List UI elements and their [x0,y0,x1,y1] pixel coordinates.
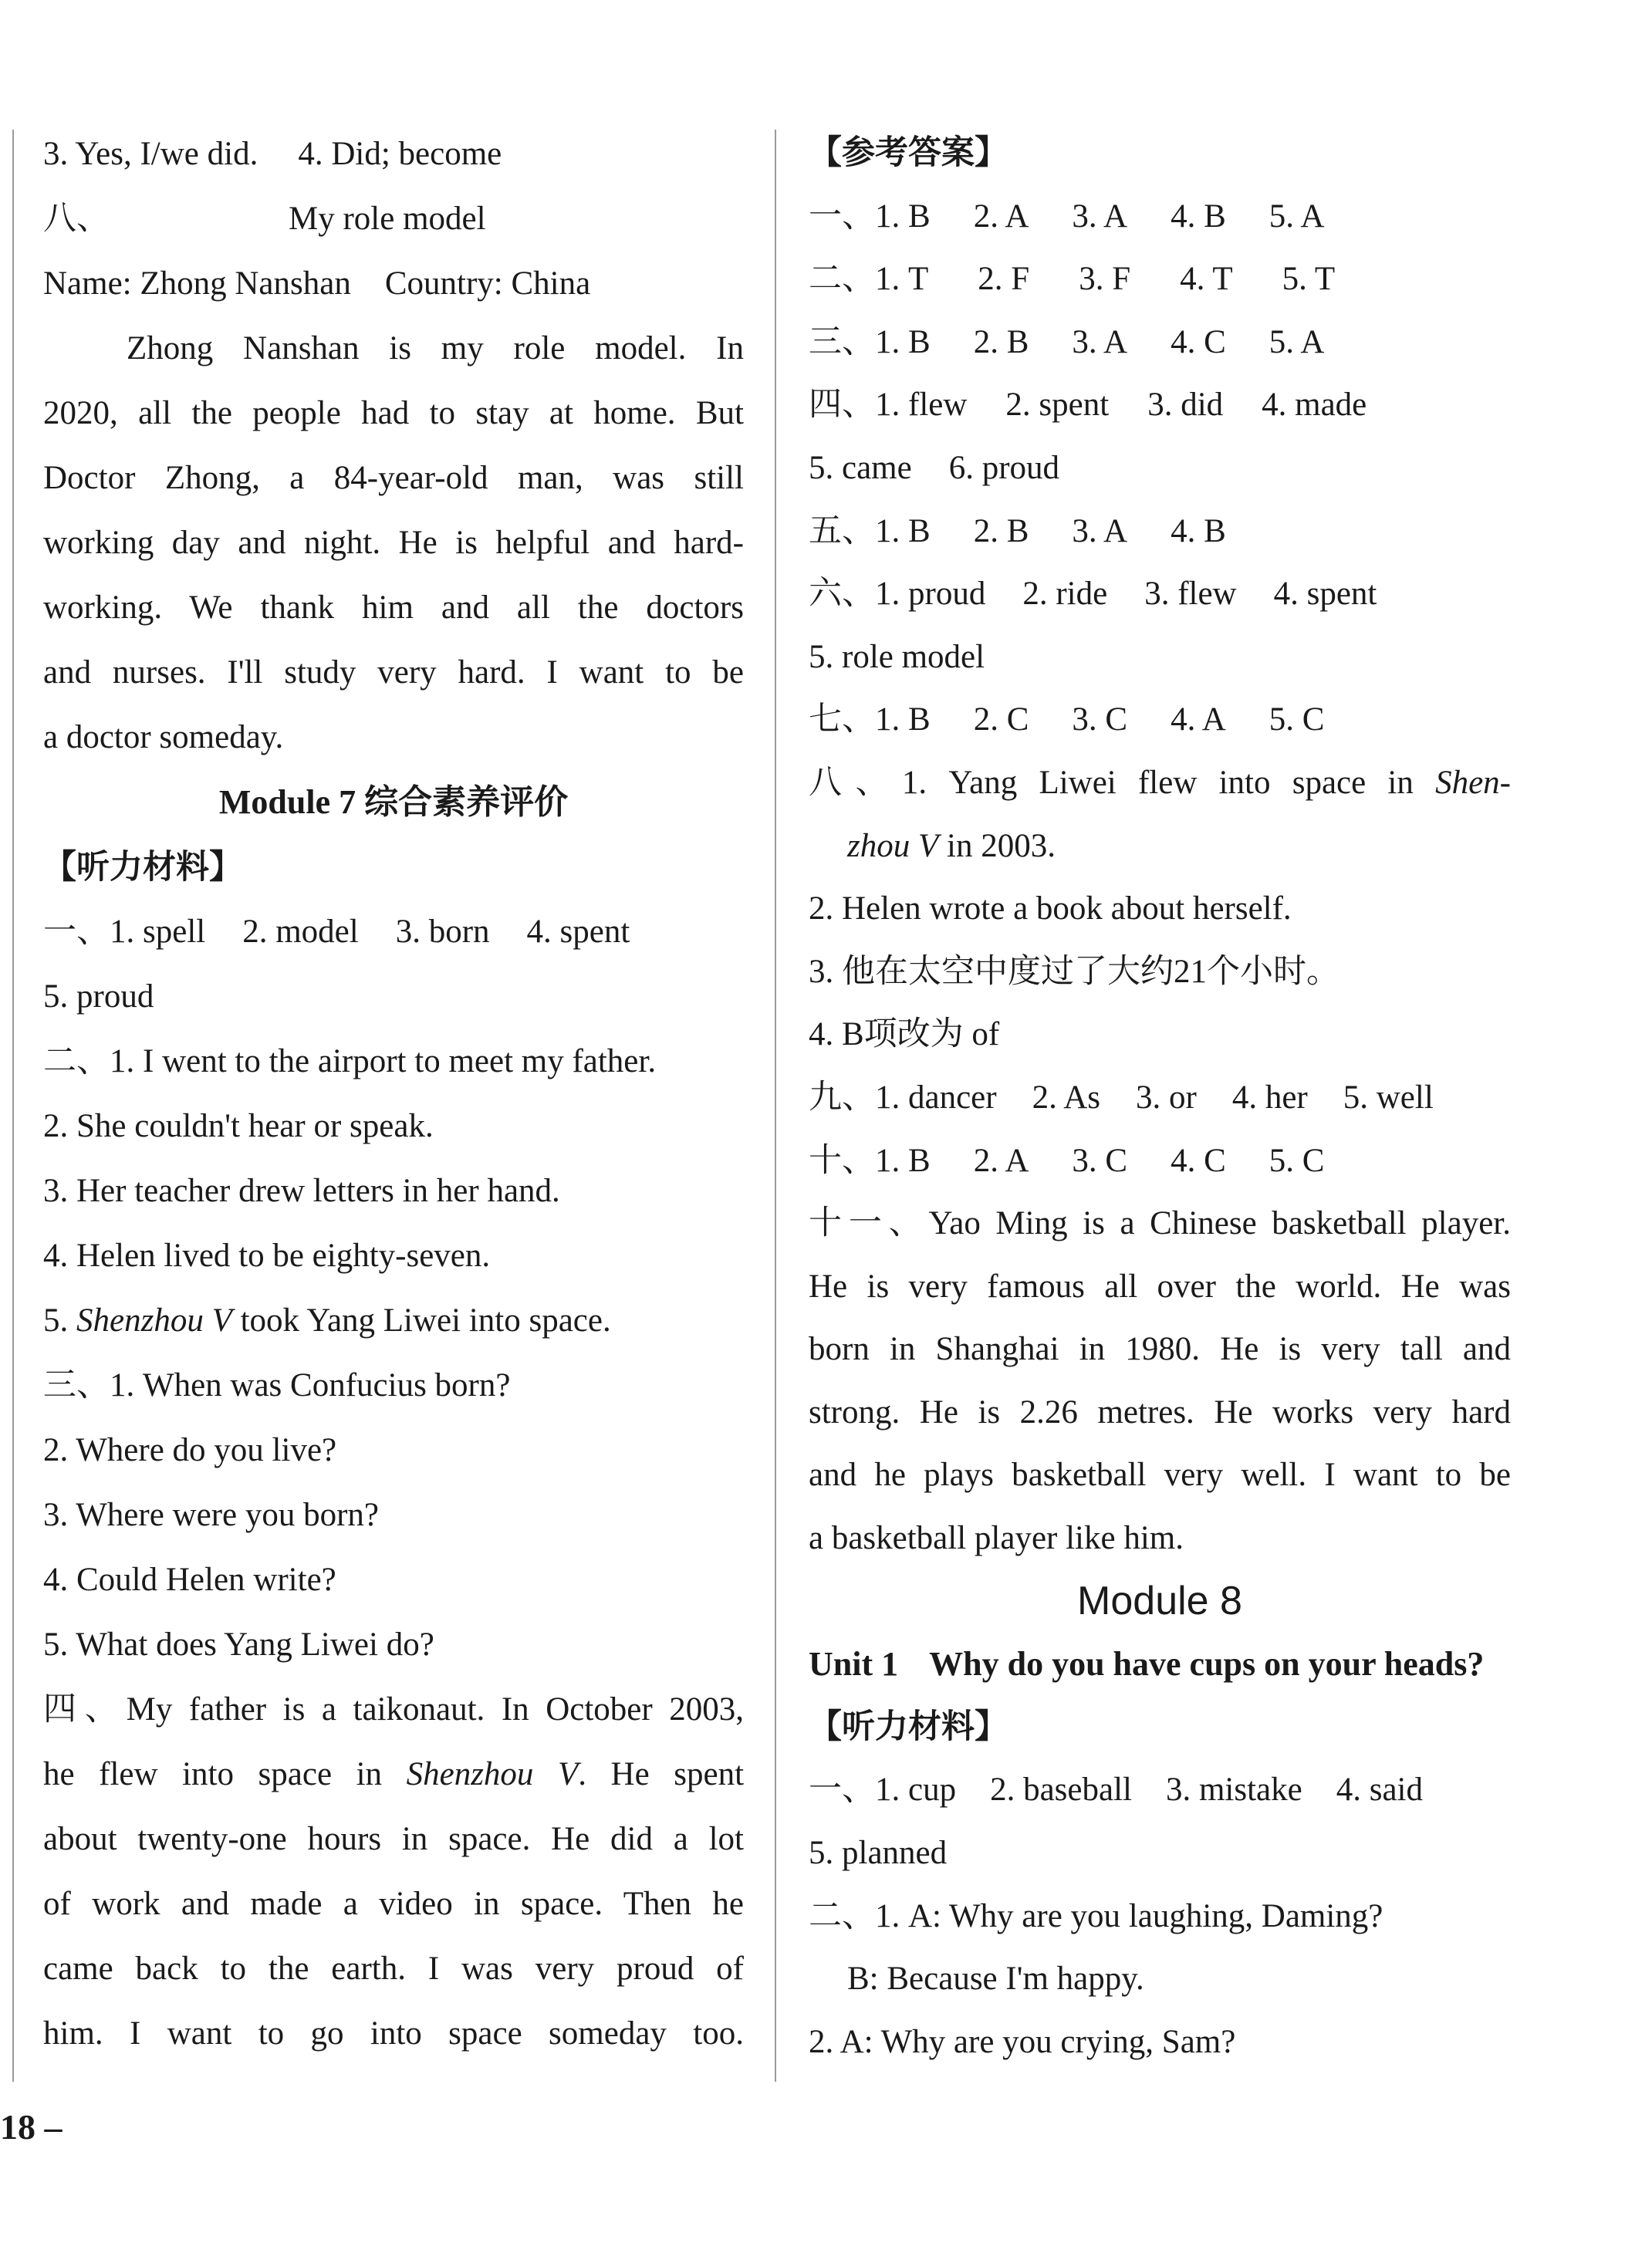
passage-line [43,1742,744,1807]
answer-item: 二、1. T [809,261,929,298]
answer-line: 5. proud [43,978,154,1015]
sentence-line: 2. She couldn't hear or speak. [43,1108,434,1144]
left-column [43,122,744,2066]
essay-line: a doctor someday. [43,719,284,755]
dialogue-line: 二、1. A: Why are you laughing, Daming? [809,1897,1383,1934]
spacecraft-name: zhou V [847,827,939,864]
answer-item: 4. spent [526,914,630,950]
module8-heading: Module 8 [1077,1578,1242,1623]
answer-item: 2. A [973,198,1029,235]
answer-item: 3. C [1072,701,1128,738]
answer-item: 3. or [1136,1079,1197,1116]
essay-line: born in Shanghai in 1980. He is very tall and [809,1331,1511,1368]
answer-item: 5. A [1269,323,1325,360]
essay-title-line [43,187,744,252]
essay-line: and he plays basketball very well. I want to be [809,1457,1511,1494]
answer-line: 4. B项改为 of [809,1016,1000,1053]
answer-item: 6. proud [948,449,1060,486]
unit-title [809,1633,1511,1696]
answer-item: 5. well [1343,1079,1434,1116]
answer-line [809,1066,1511,1130]
unit-title-text: Why do you have cups on your heads? [929,1645,1485,1684]
answer-item: 四、1. flew [809,387,968,424]
essay-line: and nurses. I'll study very hard. I want to be [43,654,744,691]
sentence-line: 二、1. I went to the airport to meet my father. [43,1043,657,1079]
info-name: Name: Zhong Nanshan [43,265,351,302]
answer-item: 五、1. B [809,512,931,549]
answer-item: 3. A [1072,198,1128,235]
spacecraft-name: Shenzhou V [76,1302,232,1339]
passage-text: . He spent [578,1756,744,1792]
spacecraft-name: Shenzhou V [406,1756,579,1792]
answer-line [809,373,1511,437]
answer-line: 5. planned [809,1835,948,1872]
page-number: 18 – [0,2107,62,2147]
answer-item: 3. C [1072,1142,1128,1179]
sentence-line [43,1289,744,1353]
passage-text: he flew into space in [43,1756,383,1792]
answer-line [809,185,1511,248]
essay-line: He is very famous all over the world. He was [809,1268,1511,1305]
answer-line: 3. 他在太空中度过了大约21个小时。 [809,953,1340,990]
answer-item: 3. F [1079,261,1131,298]
left-margin-rule [12,130,14,2082]
answer-item: 3. A [1072,512,1128,549]
answer-item: 一、1. B [809,198,931,235]
essay-title: My role model [289,201,486,237]
unit-label: Unit 1 [809,1645,899,1684]
right-column [809,122,1511,2073]
answer-text: 八、1. Yang Liwei flew into space in [809,764,1414,801]
info-line [43,252,744,316]
passage-line: about twenty-one hours in space. He did a lot [43,1821,744,1857]
answer-line [43,900,744,964]
answer-item: 3. A [1072,323,1128,360]
answer-item: 4. T [1180,261,1233,298]
answer-text: in 2003. [938,827,1056,864]
section-number: 八、 [43,201,110,237]
answer-item: 2. B [973,512,1029,549]
answer-item: 4. C [1171,323,1226,360]
essay-line: a basketball player like him. [809,1520,1184,1557]
answer-line [809,1130,1511,1193]
question-line: 5. What does Yang Liwei do? [43,1627,434,1663]
essay-line: 2020, all the people had to stay at home. But [43,395,744,431]
listening-label: 【听力材料】 [809,1707,1008,1746]
spacecraft-name: Shen- [1435,764,1511,801]
answer-item: 六、1. proud [809,576,986,613]
essay-line: 十一、Yao Ming is a Chinese basketball player. [809,1205,1511,1242]
answer-item: 5. came [809,449,912,486]
passage-line: him. I want to go into space someday too. [43,2015,744,2052]
essay-line: strong. He is 2.26 metres. He works very hard [809,1393,1511,1431]
question-line: 4. Could Helen write? [43,1562,336,1598]
answer-item: 5. T [1282,261,1336,298]
answer-line: 5. role model [809,638,985,675]
answer-item: 4. said [1336,1772,1424,1809]
answer-line [809,752,1511,815]
answer-item: 3. flew [1144,576,1237,613]
essay-line: working day and night. He is helpful and hard- [43,525,744,561]
answer-item: 2. model [242,914,359,950]
answer-item: 3. did [1147,387,1224,424]
listening-label: 【听力材料】 [43,848,242,887]
answer-item: 5. C [1269,701,1325,738]
essay-line: working. We thank him and all the doctors [43,589,744,626]
sentence-line: 3. Her teacher drew letters in her hand. [43,1173,560,1209]
sentence-line: 4. Helen lived to be eighty-seven. [43,1238,491,1274]
answer-text: 3. Yes, I/we did. [43,136,258,172]
answer-line [809,815,1511,878]
answer-item: 一、1. spell [43,914,206,950]
answer-item: 4. B [1171,512,1226,549]
answer-item: 2. As [1032,1079,1100,1116]
info-country: Country: China [384,265,591,302]
answer-line: 2. Helen wrote a book about herself. [809,890,1292,927]
question-line: 3. Where were you born? [43,1497,379,1533]
answer-item: 3. born [395,914,490,950]
sentence-text: 5. [43,1302,76,1339]
answer-line [809,248,1511,311]
answer-item: 2. C [973,701,1029,738]
answer-item: 4. B [1171,198,1226,235]
answer-item: 2. F [978,261,1030,298]
answer-line [43,122,744,187]
answer-item: 4. made [1262,387,1367,424]
module7-heading: Module 7 综合素养评价 [218,783,569,821]
answer-item: 一、1. cup [809,1772,957,1809]
answer-item: 3. mistake [1165,1772,1302,1809]
column-divider [775,130,776,2082]
answer-item: 4. her [1231,1079,1308,1116]
essay-line: Zhong Nanshan is my role model. In [127,330,744,367]
question-line: 2. Where do you live? [43,1432,337,1468]
passage-line: of work and made a video in space. Then he [43,1886,744,1922]
answers-label: 【参考答案】 [809,133,1008,172]
question-line: 三、1. When was Confucius born? [43,1367,511,1404]
answer-line [809,562,1511,626]
dialogue-line: B: Because I'm happy. [847,1961,1144,1998]
passage-line: 四、My father is a taikonaut. In October 2003, [43,1691,744,1728]
answer-item: 4. spent [1273,576,1377,613]
answer-item: 九、1. dancer [809,1079,997,1116]
answer-line [809,500,1511,563]
answer-item: 4. C [1171,1142,1226,1179]
answer-line [809,437,1511,500]
answer-line [809,311,1511,374]
answer-text: 4. Did; become [298,136,502,172]
dialogue-line: 2. A: Why are you crying, Sam? [809,2023,1236,2060]
answer-item: 2. ride [1022,576,1108,613]
answer-line [809,688,1511,752]
answer-item: 三、1. B [809,323,931,360]
answer-item: 2. baseball [990,1772,1132,1809]
answer-item: 2. A [973,1142,1029,1179]
answer-item: 5. A [1269,198,1325,235]
essay-line: Doctor Zhong, a 84-year-old man, was still [43,460,744,496]
sentence-text: took Yang Liwei into space. [231,1302,611,1339]
answer-item: 七、1. B [809,701,931,738]
answer-line [809,1758,1511,1822]
passage-line: came back to the earth. I was very proud of [43,1951,744,1987]
answer-item: 5. C [1269,1142,1325,1179]
answer-item: 2. B [973,323,1029,360]
answer-item: 4. A [1171,701,1226,738]
answer-item: 十、1. B [809,1142,931,1179]
answer-item: 2. spent [1005,387,1110,424]
